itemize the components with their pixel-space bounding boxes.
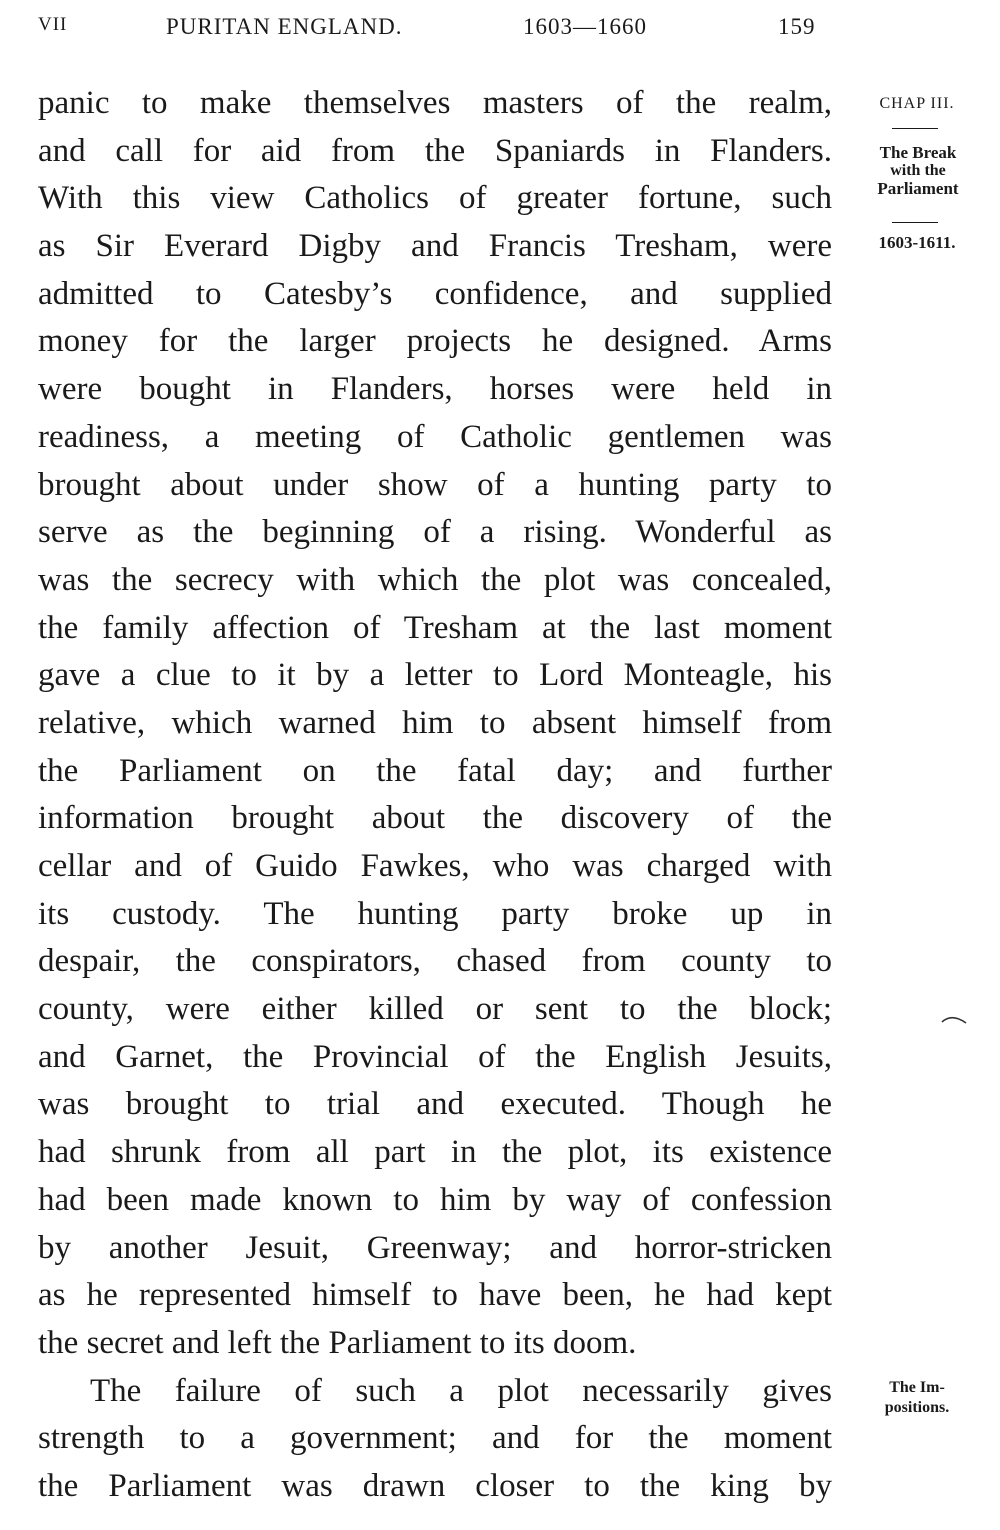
sidenote-divider	[892, 222, 938, 223]
text-line: gave a clue to it by a letter to Lord Monteagle, his	[38, 657, 832, 694]
text-line: despair, the conspirators, chased from county to	[38, 943, 832, 980]
sidenote-years: 1603-1611.	[878, 233, 956, 252]
text-line: were bought in Flanders, horses were held in	[38, 371, 832, 408]
text-line: With this view Catholics of greater fortune, such	[38, 180, 832, 217]
text-line: cellar and of Guido Fawkes, who was charged with	[38, 848, 832, 884]
text-line: brought about under show of a hunting party to	[38, 466, 832, 503]
text-line: and Garnet, the Provincial of the English Jesuits,	[38, 1038, 832, 1075]
text-line: information brought about the discovery of the	[38, 800, 832, 837]
text-line: as he represented himself to have been, he had kept	[38, 1277, 832, 1314]
text-line: strength to a government; and for the moment	[38, 1420, 832, 1457]
text-line: relative, which warned him to absent himself from	[38, 704, 832, 741]
text-line: the family affection of Tresham at the last moment	[38, 609, 832, 646]
text-line: was the secrecy with which the plot was concealed,	[38, 561, 832, 598]
text-line: The failure of such a plot necessarily gives	[90, 1372, 832, 1409]
paragraph-2	[38, 1368, 832, 1511]
text-line: panic to make themselves masters of the realm,	[38, 85, 832, 121]
sidenote-impositions-line: The Im-	[889, 1379, 945, 1396]
header-years: 1603—1660	[523, 14, 647, 39]
text-line: its custody. The hunting party broke up in	[38, 895, 832, 932]
paragraph-1	[38, 80, 832, 1368]
header-book-title: PURITAN ENGLAND.	[166, 14, 403, 39]
sidenote-section-line: Parliament	[877, 179, 959, 198]
sidenote-chapter: CHAP III.	[879, 95, 955, 112]
text-line: money for the larger projects he designed. Arms	[38, 323, 832, 360]
text-line: by another Jesuit, Greenway; and horror-stricken	[38, 1229, 832, 1266]
sidenote-section-title	[850, 143, 986, 199]
sidenote-section-line: with the	[890, 162, 946, 179]
text-line: the Parliament on the fatal day; and further	[38, 752, 832, 789]
text-line: readiness, a meeting of Catholic gentlemen was	[38, 418, 832, 455]
sidenote-divider	[892, 128, 938, 129]
text-line: as Sir Everard Digby and Francis Tresham, were	[38, 228, 832, 265]
text-line: admitted to Catesby’s confidence, and supplied	[38, 275, 832, 312]
body-text	[38, 80, 832, 1511]
running-header	[38, 14, 838, 48]
sidenote-impositions-line: positions.	[884, 1399, 950, 1416]
text-line: county, were either killed or sent to the block;	[38, 991, 832, 1028]
sidenote-section-line: The Break	[879, 143, 957, 162]
sidenote-impositions	[852, 1378, 982, 1418]
text-line: the secret and left the Parliament to its doom.	[38, 1324, 637, 1361]
text-line: the Parliament was drawn closer to the king by	[38, 1467, 832, 1504]
text-line: had shrunk from all part in the plot, its existence	[38, 1134, 832, 1171]
text-line: was brought to trial and executed. Though he	[38, 1086, 832, 1123]
ink-mark	[940, 1012, 968, 1026]
text-line: and call for aid from the Spaniards in Flanders.	[38, 132, 832, 169]
text-line: had been made known to him by way of confession	[38, 1181, 832, 1218]
header-page-number: 159	[778, 14, 816, 39]
text-line: serve as the beginning of a rising. Wonderful as	[38, 514, 832, 551]
header-chapter-number: VII	[38, 14, 68, 35]
